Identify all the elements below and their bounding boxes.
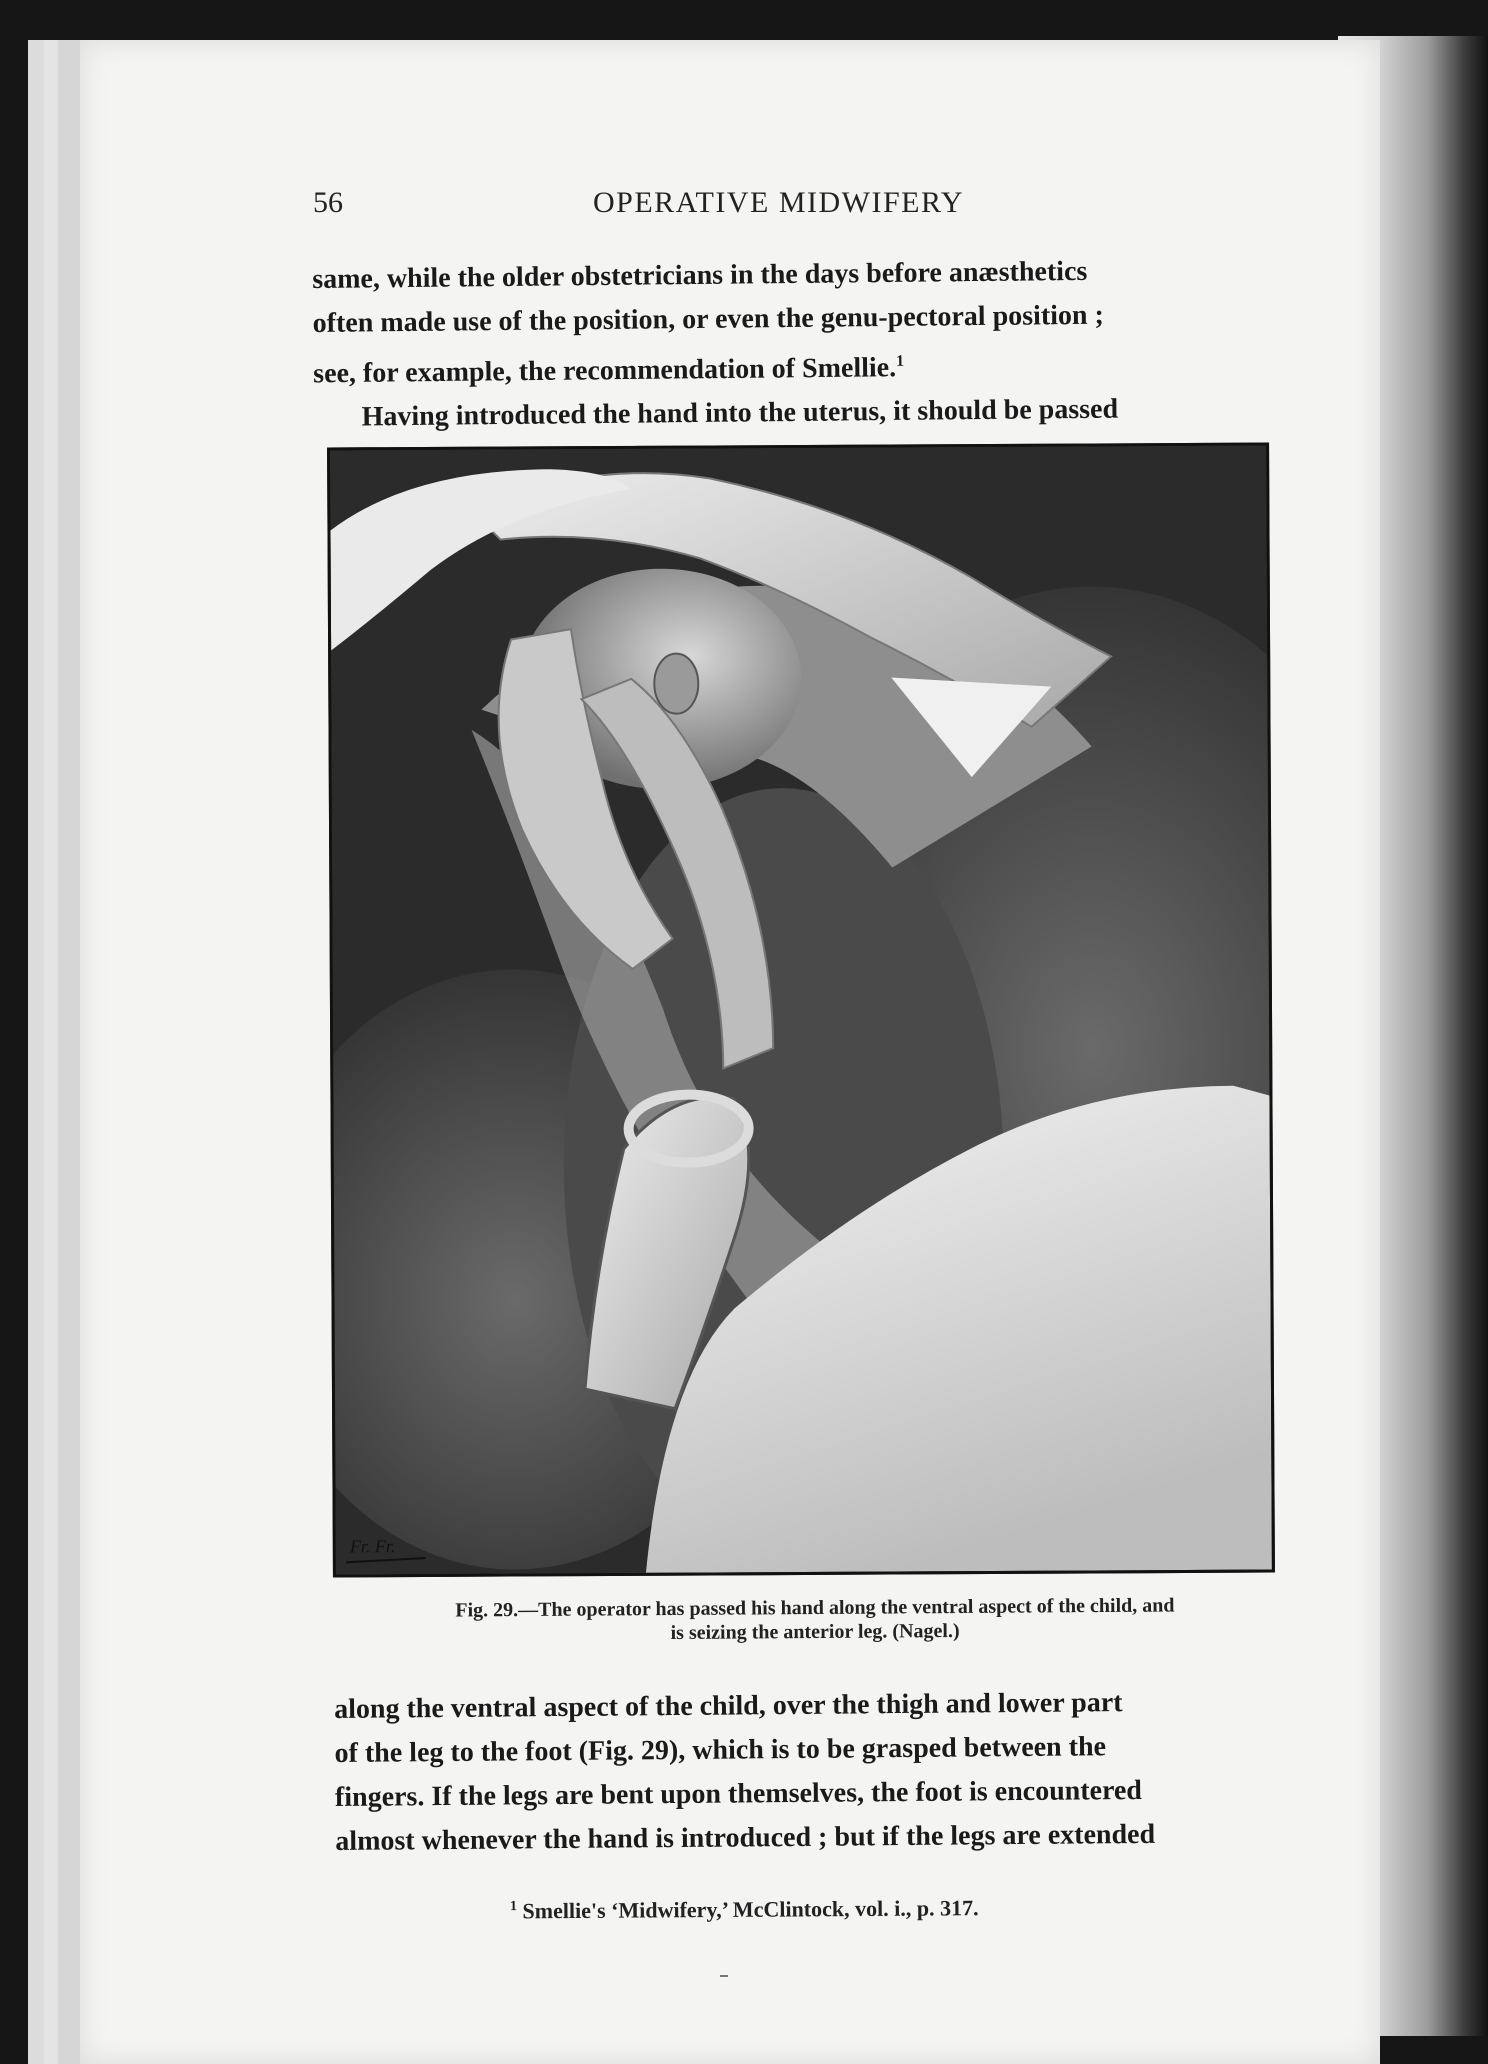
footnote-number: 1 (509, 1899, 518, 1915)
running-head (313, 186, 1093, 226)
page-mark (720, 1975, 728, 1977)
artist-signature: Fr. Fr. (349, 1536, 396, 1557)
text-line: fingers. If the legs are bent upon themselves, the foot is encountered (334, 1774, 1143, 1813)
footnote (510, 1894, 1210, 1925)
text-line: along the ventral aspect of the child, over the thigh and lower part (334, 1687, 1123, 1725)
text-line: often made use of the position, or even the genu-pectoral position ; (312, 299, 1105, 339)
page-number: 56 (313, 186, 343, 219)
text-line-content: see, for example, the recommendation of Smellie. (313, 352, 897, 390)
engraving-illustration (330, 446, 1272, 1575)
running-head-title: OPERATIVE MIDWIFERY (593, 186, 964, 219)
figure-illustration (327, 443, 1275, 1578)
text-line: of the leg to the foot (Fig. 29), which is to be grasped between the (334, 1731, 1107, 1769)
text-line: same, while the older obstetricians in the days before anæsthetics (312, 255, 1088, 295)
bottom-paragraph (334, 1680, 1301, 1864)
text-line: almost whenever the hand is introduced ; but if the legs are extended (335, 1818, 1156, 1857)
caption-line: is seizing the anterior leg. (Nagel.) (670, 1619, 960, 1645)
figure-caption (350, 1593, 1280, 1647)
footnote-marker: 1 (895, 352, 905, 370)
top-paragraph (312, 248, 1284, 440)
footnote-text: Smellie's ‘Midwifery,’ McClintock, vol. i., p. 317. (522, 1895, 979, 1924)
text-line: Having introduced the hand into the uterus, it should be passed (361, 393, 1119, 433)
caption-line: Fig. 29.—The operator has passed his hand along the ventral aspect of the child, and (455, 1594, 1175, 1622)
